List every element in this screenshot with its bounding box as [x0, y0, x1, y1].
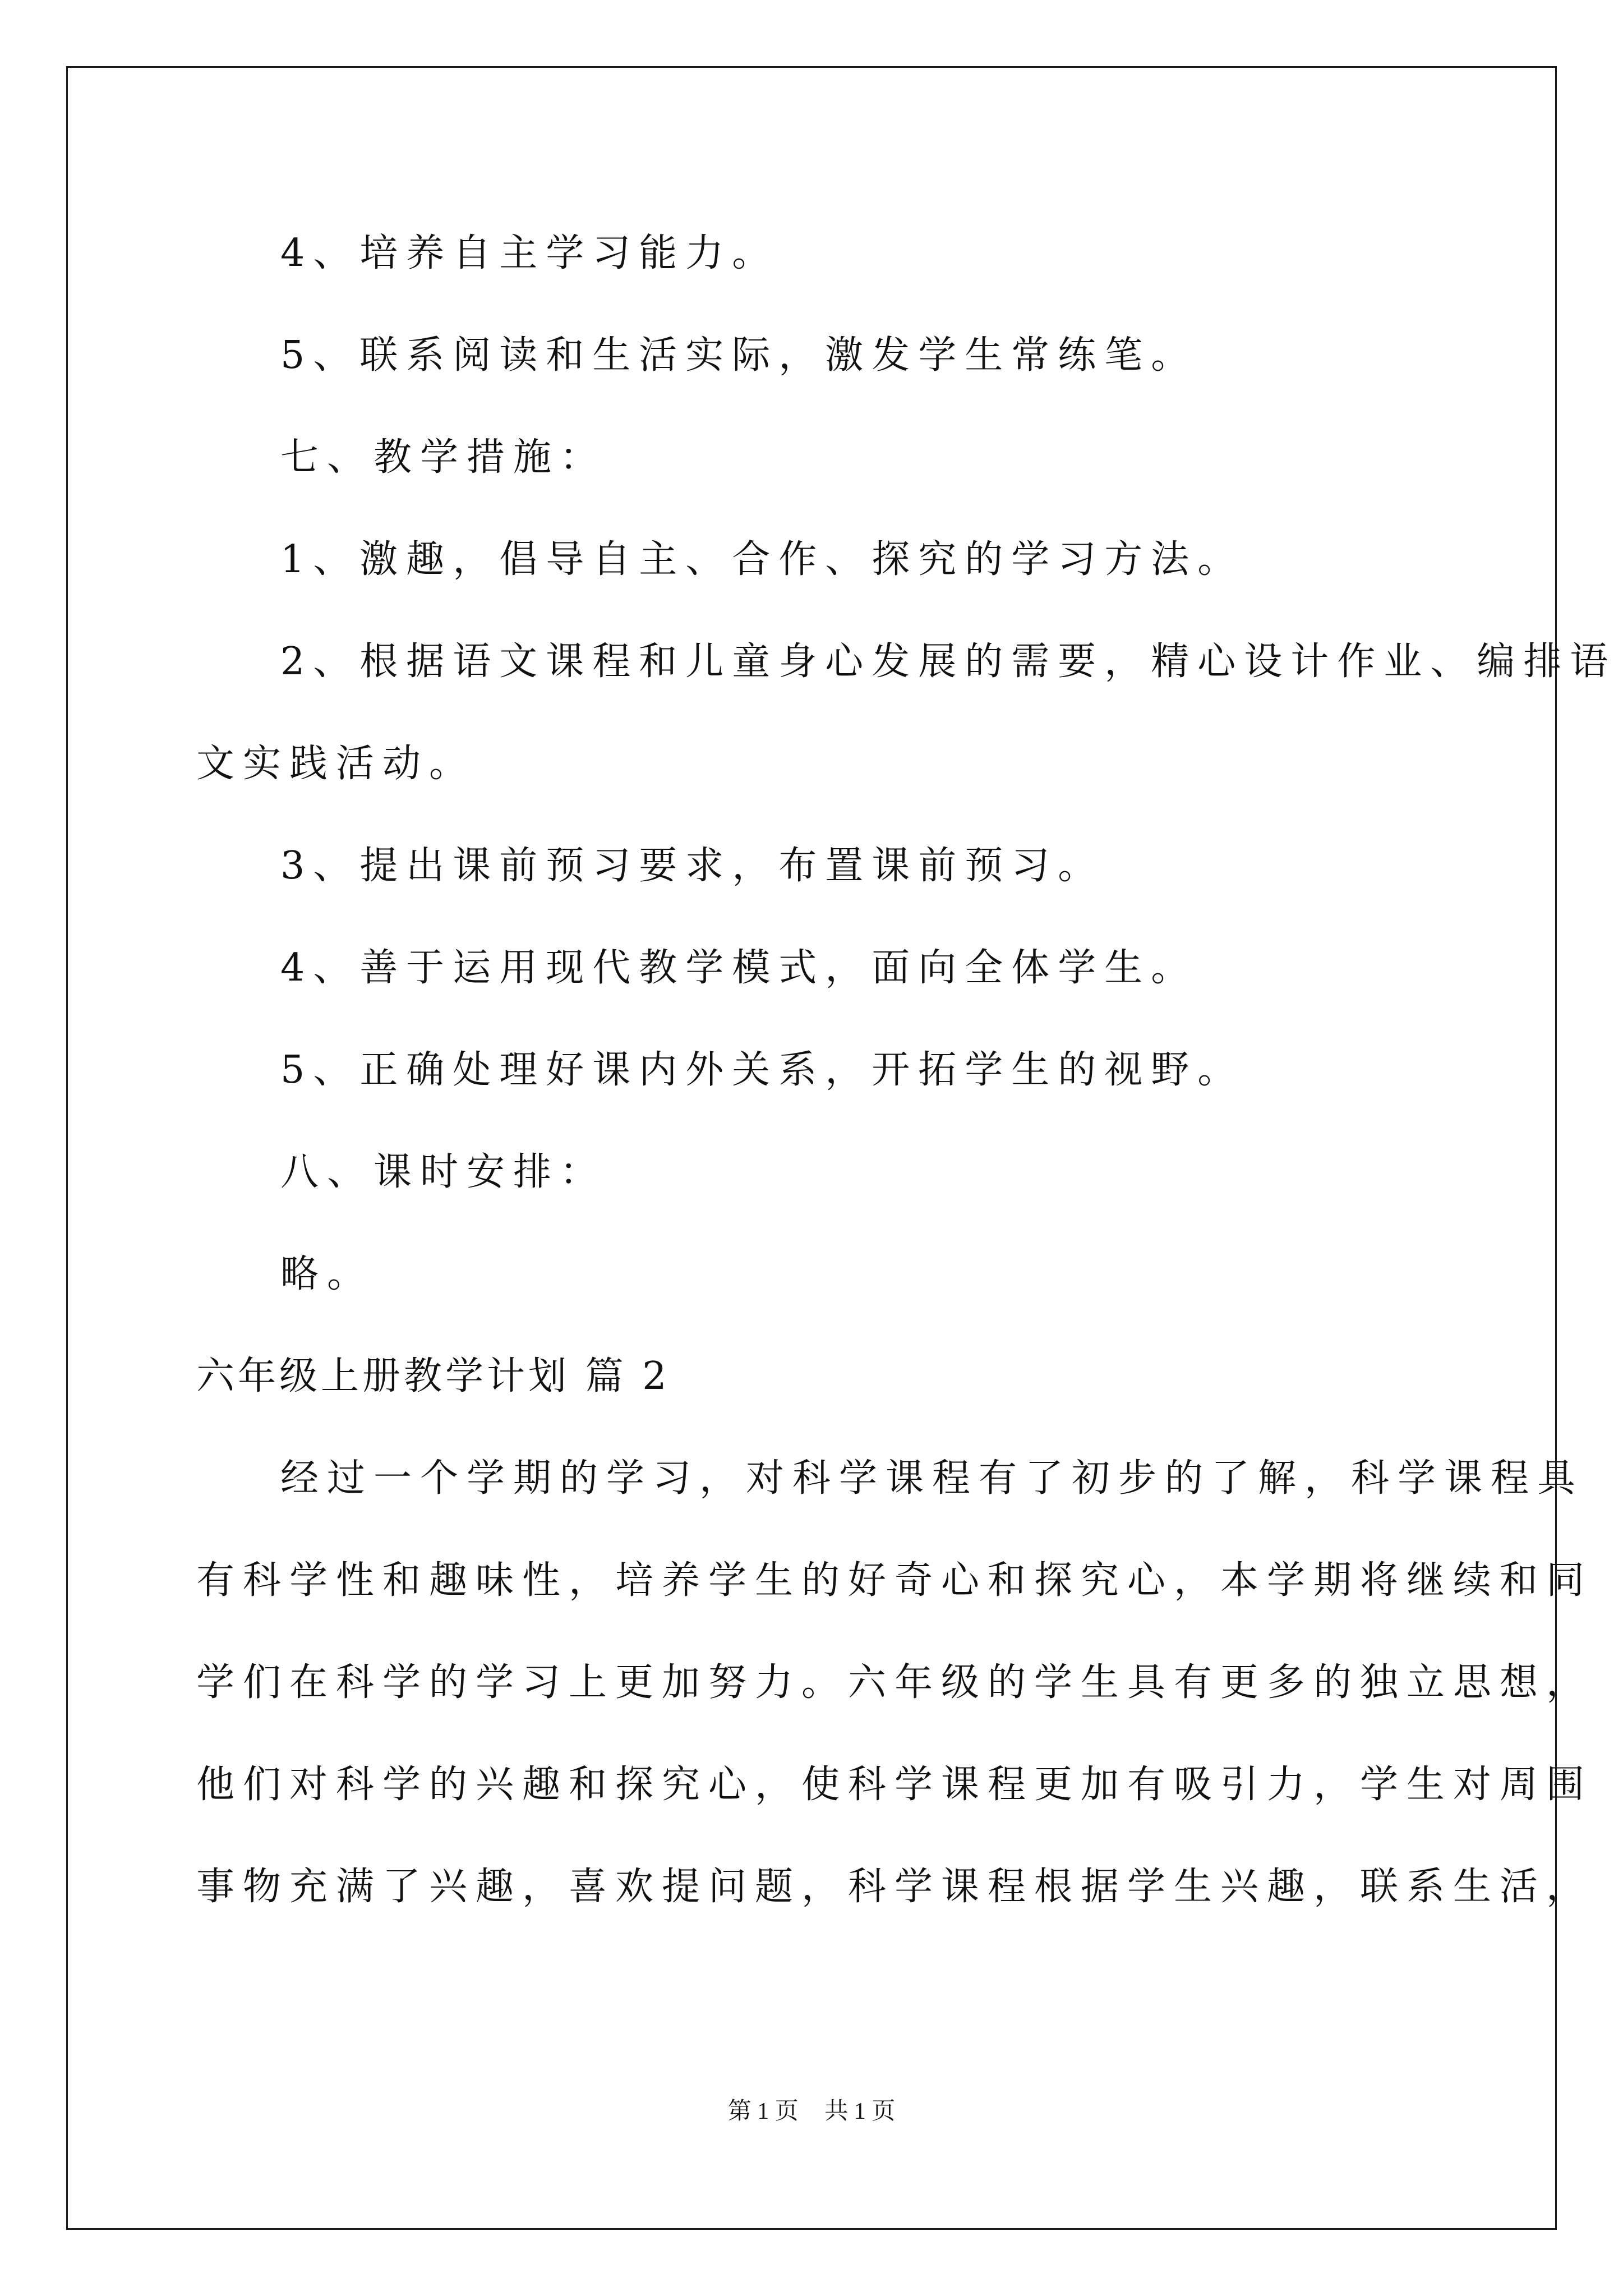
- list-item: 5、联系阅读和生活实际，激发学生常练笔。: [280, 333, 1198, 378]
- paragraph-line: 他们对科学的兴趣和探究心，使科学课程更加有吸引力，学生对周围: [196, 1763, 1593, 1807]
- list-item: 1、激趣，倡导自主、合作、探究的学习方法。: [280, 537, 1244, 582]
- page-total: 共 1 页: [824, 2099, 896, 2124]
- list-item: 3、提出课前预习要求，布置课前预习。: [280, 844, 1105, 888]
- list-item: 2、根据语文课程和儿童身心发展的需要，精心设计作业、编排语: [280, 639, 1617, 684]
- paragraph-line: 经过一个学期的学习，对科学课程有了初步的了解，科学课程具: [280, 1456, 1584, 1501]
- section-heading: 七、教学措施：: [280, 435, 607, 480]
- page-footer: [0, 2100, 1623, 2123]
- paragraph: 略。: [280, 1252, 374, 1296]
- list-item: 5、正确处理好课内外关系，开拓学生的视野。: [280, 1048, 1244, 1092]
- paragraph-line: 学们在科学的学习上更加努力。六年级的学生具有更多的独立思想，: [196, 1660, 1593, 1705]
- paragraph-line: 事物充满了兴趣，喜欢提问题，科学课程根据学生兴趣，联系生活，: [196, 1865, 1593, 1909]
- page-number: 第 1 页: [727, 2099, 799, 2124]
- paragraph-line: 有科学性和趣味性，培养学生的好奇心和探究心，本学期将继续和同: [196, 1558, 1593, 1603]
- section-heading: 八、课时安排：: [280, 1150, 607, 1194]
- article-title: 六年级上册教学计划 篇 2: [196, 1354, 670, 1398]
- list-item: 4、善于运用现代教学模式，面向全体学生。: [280, 946, 1198, 990]
- paragraph-continuation: 文实践活动。: [196, 742, 476, 786]
- list-item: 4、培养自主学习能力。: [280, 231, 779, 275]
